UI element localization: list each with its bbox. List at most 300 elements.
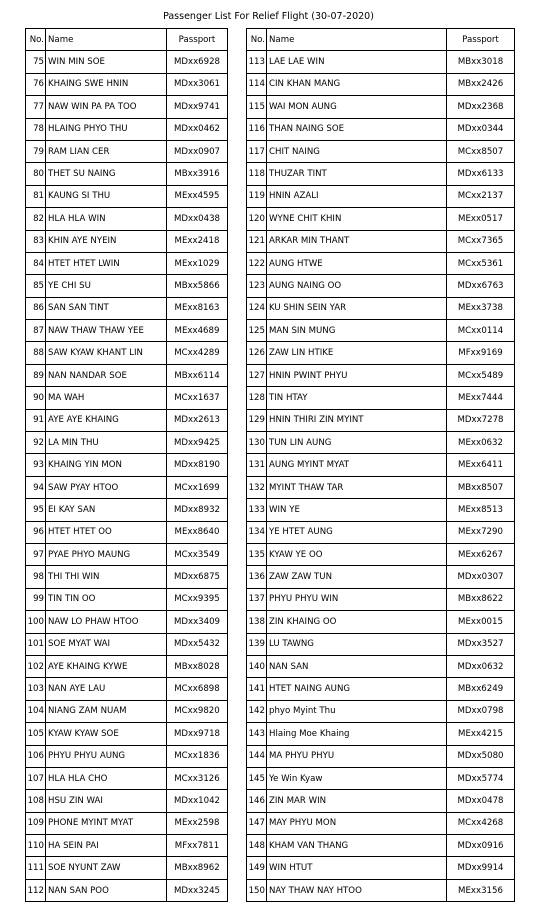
passport-number-cell: MDxx6928 xyxy=(167,51,228,73)
column-header-passport: Passport xyxy=(447,29,515,51)
passenger-name-cell: PHYU PHYU AUNG xyxy=(46,745,167,767)
table-row xyxy=(26,275,228,297)
table-row xyxy=(26,342,228,364)
passenger-number-cell: 78 xyxy=(26,118,46,140)
passport-number-cell: MExx3738 xyxy=(447,297,515,319)
passport-number-cell: MExx8163 xyxy=(167,297,228,319)
passport-number-cell: MBxx3916 xyxy=(167,163,228,185)
passenger-name-cell: HA SEIN PAI xyxy=(46,835,167,857)
table-row xyxy=(26,73,228,95)
passport-number-cell: MDxx9914 xyxy=(447,857,515,879)
passport-number-cell: MDxx0632 xyxy=(447,655,515,677)
table-row xyxy=(247,208,515,230)
passenger-name-cell: LA MIN THU xyxy=(46,432,167,454)
passenger-number-cell: 99 xyxy=(26,588,46,610)
passenger-name-cell: AYE KHAING KYWE xyxy=(46,655,167,677)
passenger-name-cell: ZAW LIN HTIKE xyxy=(267,342,447,364)
passport-number-cell: MCxx2137 xyxy=(447,185,515,207)
passenger-number-cell: 112 xyxy=(26,879,46,901)
passport-number-cell: MDxx3061 xyxy=(167,73,228,95)
passenger-name-cell: KHAING YIN MON xyxy=(46,454,167,476)
table-row xyxy=(26,51,228,73)
passport-number-cell: MBxx8962 xyxy=(167,857,228,879)
passport-number-cell: MCxx5361 xyxy=(447,252,515,274)
passport-number-cell: MDxx3527 xyxy=(447,633,515,655)
passenger-number-cell: 114 xyxy=(247,73,267,95)
table-row xyxy=(247,230,515,252)
passenger-name-cell: ZIN MAR WIN xyxy=(267,790,447,812)
table-row xyxy=(247,118,515,140)
passport-number-cell: MDxx5080 xyxy=(447,745,515,767)
passenger-name-cell: MAY PHYU MON xyxy=(267,812,447,834)
passenger-number-cell: 107 xyxy=(26,767,46,789)
passport-number-cell: MFxx9169 xyxy=(447,342,515,364)
table-row xyxy=(26,320,228,342)
table-row xyxy=(247,655,515,677)
passenger-name-cell: EI KAY SAN xyxy=(46,499,167,521)
passport-number-cell: MExx7290 xyxy=(447,521,515,543)
passenger-number-cell: 81 xyxy=(26,185,46,207)
passenger-name-cell: Hlaing Moe Khaing xyxy=(267,723,447,745)
table-row xyxy=(247,588,515,610)
passenger-name-cell: TIN HTAY xyxy=(267,387,447,409)
table-body-left xyxy=(26,51,228,902)
passenger-name-cell: WIN HTUT xyxy=(267,857,447,879)
passenger-name-cell: NAW THAW THAW YEE xyxy=(46,320,167,342)
passport-number-cell: MExx2418 xyxy=(167,230,228,252)
passport-number-cell: MExx1029 xyxy=(167,252,228,274)
passenger-number-cell: 140 xyxy=(247,655,267,677)
passport-number-cell: MFxx7811 xyxy=(167,835,228,857)
table-row xyxy=(247,543,515,565)
document-title: Passenger List For Relief Flight (30-07-2020) xyxy=(163,11,374,22)
passenger-name-cell: THI THI WIN xyxy=(46,566,167,588)
passport-number-cell: MBxx6114 xyxy=(167,364,228,386)
passenger-number-cell: 150 xyxy=(247,879,267,901)
passport-number-cell: MDxx3245 xyxy=(167,879,228,901)
table-row xyxy=(247,342,515,364)
passenger-name-cell: AUNG MYINT MYAT xyxy=(267,454,447,476)
table-row xyxy=(26,476,228,498)
passenger-number-cell: 96 xyxy=(26,521,46,543)
table-row xyxy=(247,700,515,722)
passenger-number-cell: 116 xyxy=(247,118,267,140)
passenger-name-cell: KHIN AYE NYEIN xyxy=(46,230,167,252)
passenger-name-cell: KYAW KYAW SOE xyxy=(46,723,167,745)
table-row xyxy=(247,745,515,767)
table-row xyxy=(26,230,228,252)
passenger-number-cell: 115 xyxy=(247,96,267,118)
passport-number-cell: MDxx8932 xyxy=(167,499,228,521)
table-row xyxy=(26,700,228,722)
passenger-name-cell: HTET HTET OO xyxy=(46,521,167,543)
passenger-name-cell: KYAW YE OO xyxy=(267,543,447,565)
table-row xyxy=(247,364,515,386)
passenger-number-cell: 111 xyxy=(26,857,46,879)
passenger-table-left xyxy=(25,28,228,902)
table-row xyxy=(247,678,515,700)
passport-number-cell: MExx2598 xyxy=(167,812,228,834)
table-body-right xyxy=(247,51,515,902)
passport-number-cell: MDxx9741 xyxy=(167,96,228,118)
passenger-name-cell: HNIN THIRI ZIN MYINT xyxy=(267,409,447,431)
table-row xyxy=(26,185,228,207)
passenger-name-cell: HLAING PHYO THU xyxy=(46,118,167,140)
passport-number-cell: MDxx0438 xyxy=(167,208,228,230)
passport-number-cell: MExx3156 xyxy=(447,879,515,901)
table-row xyxy=(247,767,515,789)
passenger-number-cell: 148 xyxy=(247,835,267,857)
passenger-name-cell: MYINT THAW TAR xyxy=(267,476,447,498)
passenger-number-cell: 75 xyxy=(26,51,46,73)
passenger-number-cell: 93 xyxy=(26,454,46,476)
passenger-number-cell: 94 xyxy=(26,476,46,498)
passenger-number-cell: 80 xyxy=(26,163,46,185)
passenger-name-cell: LAE LAE WIN xyxy=(267,51,447,73)
passenger-name-cell: HSU ZIN WAI xyxy=(46,790,167,812)
passenger-number-cell: 143 xyxy=(247,723,267,745)
passenger-number-cell: 104 xyxy=(26,700,46,722)
passport-number-cell: MExx4689 xyxy=(167,320,228,342)
table-row xyxy=(26,835,228,857)
passenger-number-cell: 83 xyxy=(26,230,46,252)
table-row xyxy=(247,432,515,454)
table-row xyxy=(247,476,515,498)
passenger-number-cell: 110 xyxy=(26,835,46,857)
passport-number-cell: MDxx5774 xyxy=(447,767,515,789)
passenger-name-cell: TIN TIN OO xyxy=(46,588,167,610)
passenger-name-cell: NAN SAN POO xyxy=(46,879,167,901)
table-row xyxy=(247,73,515,95)
passenger-name-cell: HLA HLA CHO xyxy=(46,767,167,789)
passport-number-cell: MDxx6763 xyxy=(447,275,515,297)
passenger-number-cell: 121 xyxy=(247,230,267,252)
passport-number-cell: MCxx1836 xyxy=(167,745,228,767)
passenger-number-cell: 85 xyxy=(26,275,46,297)
passport-number-cell: MDxx0462 xyxy=(167,118,228,140)
table-row xyxy=(247,835,515,857)
column-header-passport: Passport xyxy=(167,29,228,51)
table-row xyxy=(26,387,228,409)
passenger-name-cell: TUN LIN AUNG xyxy=(267,432,447,454)
passport-number-cell: MDxx6875 xyxy=(167,566,228,588)
passenger-name-cell: NAN AYE LAU xyxy=(46,678,167,700)
passport-number-cell: MCxx1699 xyxy=(167,476,228,498)
passenger-name-cell: NAY THAW NAY HTOO xyxy=(267,879,447,901)
passport-number-cell: MExx7444 xyxy=(447,387,515,409)
passenger-number-cell: 89 xyxy=(26,364,46,386)
passenger-number-cell: 97 xyxy=(26,543,46,565)
passport-number-cell: MDxx0907 xyxy=(167,140,228,162)
table-row xyxy=(26,140,228,162)
passenger-name-cell: SAW PYAY HTOO xyxy=(46,476,167,498)
table-row xyxy=(26,163,228,185)
passenger-name-cell: WAI MON AUNG xyxy=(267,96,447,118)
passport-number-cell: MCxx9820 xyxy=(167,700,228,722)
table-row xyxy=(247,454,515,476)
passenger-name-cell: HLA HLA WIN xyxy=(46,208,167,230)
passenger-number-cell: 144 xyxy=(247,745,267,767)
table-row xyxy=(247,252,515,274)
table-row xyxy=(26,96,228,118)
passenger-number-cell: 126 xyxy=(247,342,267,364)
passport-number-cell: MDxx0478 xyxy=(447,790,515,812)
passport-number-cell: MDxx0307 xyxy=(447,566,515,588)
passport-number-cell: MBxx8028 xyxy=(167,655,228,677)
passenger-number-cell: 136 xyxy=(247,566,267,588)
column-header-no: No. xyxy=(247,29,267,51)
passenger-number-cell: 87 xyxy=(26,320,46,342)
passenger-number-cell: 105 xyxy=(26,723,46,745)
table-row xyxy=(26,767,228,789)
table-row xyxy=(247,387,515,409)
table-row xyxy=(247,297,515,319)
passenger-number-cell: 122 xyxy=(247,252,267,274)
passenger-name-cell: KAUNG SI THU xyxy=(46,185,167,207)
passenger-table-right xyxy=(246,28,515,902)
passenger-name-cell: HTET HTET LWIN xyxy=(46,252,167,274)
passport-number-cell: MExx0632 xyxy=(447,432,515,454)
passenger-number-cell: 130 xyxy=(247,432,267,454)
table-row xyxy=(247,96,515,118)
passport-number-cell: MExx4595 xyxy=(167,185,228,207)
passenger-number-cell: 128 xyxy=(247,387,267,409)
table-row xyxy=(26,879,228,901)
passenger-number-cell: 86 xyxy=(26,297,46,319)
passenger-name-cell: SOE MYAT WAI xyxy=(46,633,167,655)
table-row xyxy=(247,566,515,588)
passenger-name-cell: PHYU PHYU WIN xyxy=(267,588,447,610)
table-row xyxy=(26,611,228,633)
passenger-number-cell: 119 xyxy=(247,185,267,207)
passport-number-cell: MBxx5866 xyxy=(167,275,228,297)
passenger-name-cell: NAW LO PHAW HTOO xyxy=(46,611,167,633)
table-row xyxy=(247,140,515,162)
passenger-name-cell: CIN KHAN MANG xyxy=(267,73,447,95)
passenger-number-cell: 118 xyxy=(247,163,267,185)
passenger-name-cell: THUZAR TINT xyxy=(267,163,447,185)
table-row xyxy=(26,118,228,140)
passenger-number-cell: 82 xyxy=(26,208,46,230)
passenger-number-cell: 90 xyxy=(26,387,46,409)
passenger-name-cell: HTET NAING AUNG xyxy=(267,678,447,700)
passenger-name-cell: HNIN AZALI xyxy=(267,185,447,207)
passenger-number-cell: 120 xyxy=(247,208,267,230)
passenger-name-cell: AUNG NAING OO xyxy=(267,275,447,297)
passport-number-cell: MDxx1042 xyxy=(167,790,228,812)
passenger-number-cell: 133 xyxy=(247,499,267,521)
passport-number-cell: MDxx2368 xyxy=(447,96,515,118)
table-row xyxy=(26,745,228,767)
passport-number-cell: MExx8513 xyxy=(447,499,515,521)
table-row xyxy=(26,208,228,230)
passenger-number-cell: 137 xyxy=(247,588,267,610)
passport-number-cell: MExx0015 xyxy=(447,611,515,633)
table-row xyxy=(247,51,515,73)
passenger-number-cell: 132 xyxy=(247,476,267,498)
passenger-number-cell: 142 xyxy=(247,700,267,722)
passenger-number-cell: 129 xyxy=(247,409,267,431)
passenger-name-cell: SAW KYAW KHANT LIN xyxy=(46,342,167,364)
passenger-name-cell: NAN NANDAR SOE xyxy=(46,364,167,386)
passport-number-cell: MBxx3018 xyxy=(447,51,515,73)
passenger-name-cell: THAN NAING SOE xyxy=(267,118,447,140)
passenger-name-cell: YE CHI SU xyxy=(46,275,167,297)
passenger-name-cell: KU SHIN SEIN YAR xyxy=(267,297,447,319)
passenger-number-cell: 92 xyxy=(26,432,46,454)
passenger-number-cell: 103 xyxy=(26,678,46,700)
table-row xyxy=(26,633,228,655)
passenger-number-cell: 106 xyxy=(26,745,46,767)
table-row xyxy=(26,409,228,431)
table-row xyxy=(26,790,228,812)
passenger-number-cell: 101 xyxy=(26,633,46,655)
passport-number-cell: MDxx0798 xyxy=(447,700,515,722)
passenger-name-cell: ARKAR MIN THANT xyxy=(267,230,447,252)
passenger-number-cell: 141 xyxy=(247,678,267,700)
passenger-number-cell: 127 xyxy=(247,364,267,386)
passenger-name-cell: THET SU NAING xyxy=(46,163,167,185)
table-row xyxy=(247,499,515,521)
passport-number-cell: MDxx8190 xyxy=(167,454,228,476)
passenger-name-cell: MAN SIN MUNG xyxy=(267,320,447,342)
table-header-row xyxy=(26,29,228,51)
passport-number-cell: MDxx0344 xyxy=(447,118,515,140)
table-row xyxy=(247,857,515,879)
passenger-number-cell: 109 xyxy=(26,812,46,834)
table-row xyxy=(247,275,515,297)
passport-number-cell: MExx6411 xyxy=(447,454,515,476)
passenger-number-cell: 98 xyxy=(26,566,46,588)
passport-number-cell: MCxx4289 xyxy=(167,342,228,364)
table-row xyxy=(26,678,228,700)
table-row xyxy=(26,812,228,834)
table-row xyxy=(26,655,228,677)
passenger-number-cell: 117 xyxy=(247,140,267,162)
passenger-name-cell: MA WAH xyxy=(46,387,167,409)
passport-number-cell: MCxx8507 xyxy=(447,140,515,162)
passport-number-cell: MBxx8507 xyxy=(447,476,515,498)
column-header-name: Name xyxy=(46,29,167,51)
passenger-number-cell: 102 xyxy=(26,655,46,677)
passenger-name-cell: WIN YE xyxy=(267,499,447,521)
table-row xyxy=(247,633,515,655)
passenger-name-cell: SOE NYUNT ZAW xyxy=(46,857,167,879)
passport-number-cell: MDxx7278 xyxy=(447,409,515,431)
table-row xyxy=(247,790,515,812)
passport-number-cell: MExx4215 xyxy=(447,723,515,745)
passenger-number-cell: 139 xyxy=(247,633,267,655)
passenger-name-cell: CHIT NAING xyxy=(267,140,447,162)
table-row xyxy=(247,611,515,633)
passenger-name-cell: LU TAWNG xyxy=(267,633,447,655)
passport-number-cell: MExx6267 xyxy=(447,543,515,565)
table-row xyxy=(26,499,228,521)
passenger-number-cell: 84 xyxy=(26,252,46,274)
passenger-name-cell: WIN MIN SOE xyxy=(46,51,167,73)
passenger-number-cell: 146 xyxy=(247,790,267,812)
passport-number-cell: MDxx5432 xyxy=(167,633,228,655)
passenger-name-cell: YE HTET AUNG xyxy=(267,521,447,543)
table-row xyxy=(247,409,515,431)
passport-number-cell: MDxx9718 xyxy=(167,723,228,745)
passenger-number-cell: 145 xyxy=(247,767,267,789)
passenger-name-cell: phyo Myint Thu xyxy=(267,700,447,722)
passport-number-cell: MCxx3126 xyxy=(167,767,228,789)
passport-number-cell: MCxx5489 xyxy=(447,364,515,386)
table-row xyxy=(247,723,515,745)
passenger-name-cell: MA PHYU PHYU xyxy=(267,745,447,767)
passport-number-cell: MDxx9425 xyxy=(167,432,228,454)
table-row xyxy=(26,297,228,319)
passenger-number-cell: 134 xyxy=(247,521,267,543)
passport-number-cell: MDxx3409 xyxy=(167,611,228,633)
passenger-name-cell: NAW WIN PA PA TOO xyxy=(46,96,167,118)
table-row xyxy=(26,543,228,565)
passport-number-cell: MExx8640 xyxy=(167,521,228,543)
passenger-name-cell: Ye Win Kyaw xyxy=(267,767,447,789)
passenger-name-cell: KHAING SWE HNIN xyxy=(46,73,167,95)
passenger-name-cell: NAN SAN xyxy=(267,655,447,677)
table-header-row xyxy=(247,29,515,51)
passenger-number-cell: 95 xyxy=(26,499,46,521)
passenger-number-cell: 147 xyxy=(247,812,267,834)
table-row xyxy=(26,454,228,476)
passport-number-cell: MDxx6133 xyxy=(447,163,515,185)
table-row xyxy=(26,723,228,745)
passport-number-cell: MDxx2613 xyxy=(167,409,228,431)
passenger-number-cell: 138 xyxy=(247,611,267,633)
passport-number-cell: MCxx9395 xyxy=(167,588,228,610)
table-row xyxy=(26,252,228,274)
table-row xyxy=(247,812,515,834)
passport-number-cell: MCxx1637 xyxy=(167,387,228,409)
passport-number-cell: MCxx0114 xyxy=(447,320,515,342)
passenger-name-cell: HNIN PWINT PHYU xyxy=(267,364,447,386)
passenger-name-cell: NIANG ZAM NUAM xyxy=(46,700,167,722)
table-row xyxy=(26,588,228,610)
passport-number-cell: MBxx8622 xyxy=(447,588,515,610)
table-row xyxy=(26,857,228,879)
passenger-number-cell: 123 xyxy=(247,275,267,297)
passenger-name-cell: AUNG HTWE xyxy=(267,252,447,274)
passenger-number-cell: 125 xyxy=(247,320,267,342)
passenger-number-cell: 135 xyxy=(247,543,267,565)
passport-number-cell: MCxx7365 xyxy=(447,230,515,252)
passenger-number-cell: 131 xyxy=(247,454,267,476)
passenger-number-cell: 108 xyxy=(26,790,46,812)
table-row xyxy=(247,185,515,207)
passenger-name-cell: RAM LIAN CER xyxy=(46,140,167,162)
passenger-name-cell: ZAW ZAW TUN xyxy=(267,566,447,588)
passenger-number-cell: 77 xyxy=(26,96,46,118)
table-row xyxy=(26,364,228,386)
table-row xyxy=(26,521,228,543)
table-row xyxy=(247,521,515,543)
passenger-name-cell: WYNE CHIT KHIN xyxy=(267,208,447,230)
passenger-name-cell: PYAE PHYO MAUNG xyxy=(46,543,167,565)
passenger-number-cell: 79 xyxy=(26,140,46,162)
passenger-number-cell: 91 xyxy=(26,409,46,431)
column-header-name: Name xyxy=(267,29,447,51)
passenger-name-cell: SAN SAN TINT xyxy=(46,297,167,319)
passenger-name-cell: AYE AYE KHAING xyxy=(46,409,167,431)
passport-number-cell: MCxx6898 xyxy=(167,678,228,700)
passport-number-cell: MBxx2426 xyxy=(447,73,515,95)
table-row xyxy=(247,320,515,342)
passenger-number-cell: 76 xyxy=(26,73,46,95)
passport-number-cell: MDxx0916 xyxy=(447,835,515,857)
